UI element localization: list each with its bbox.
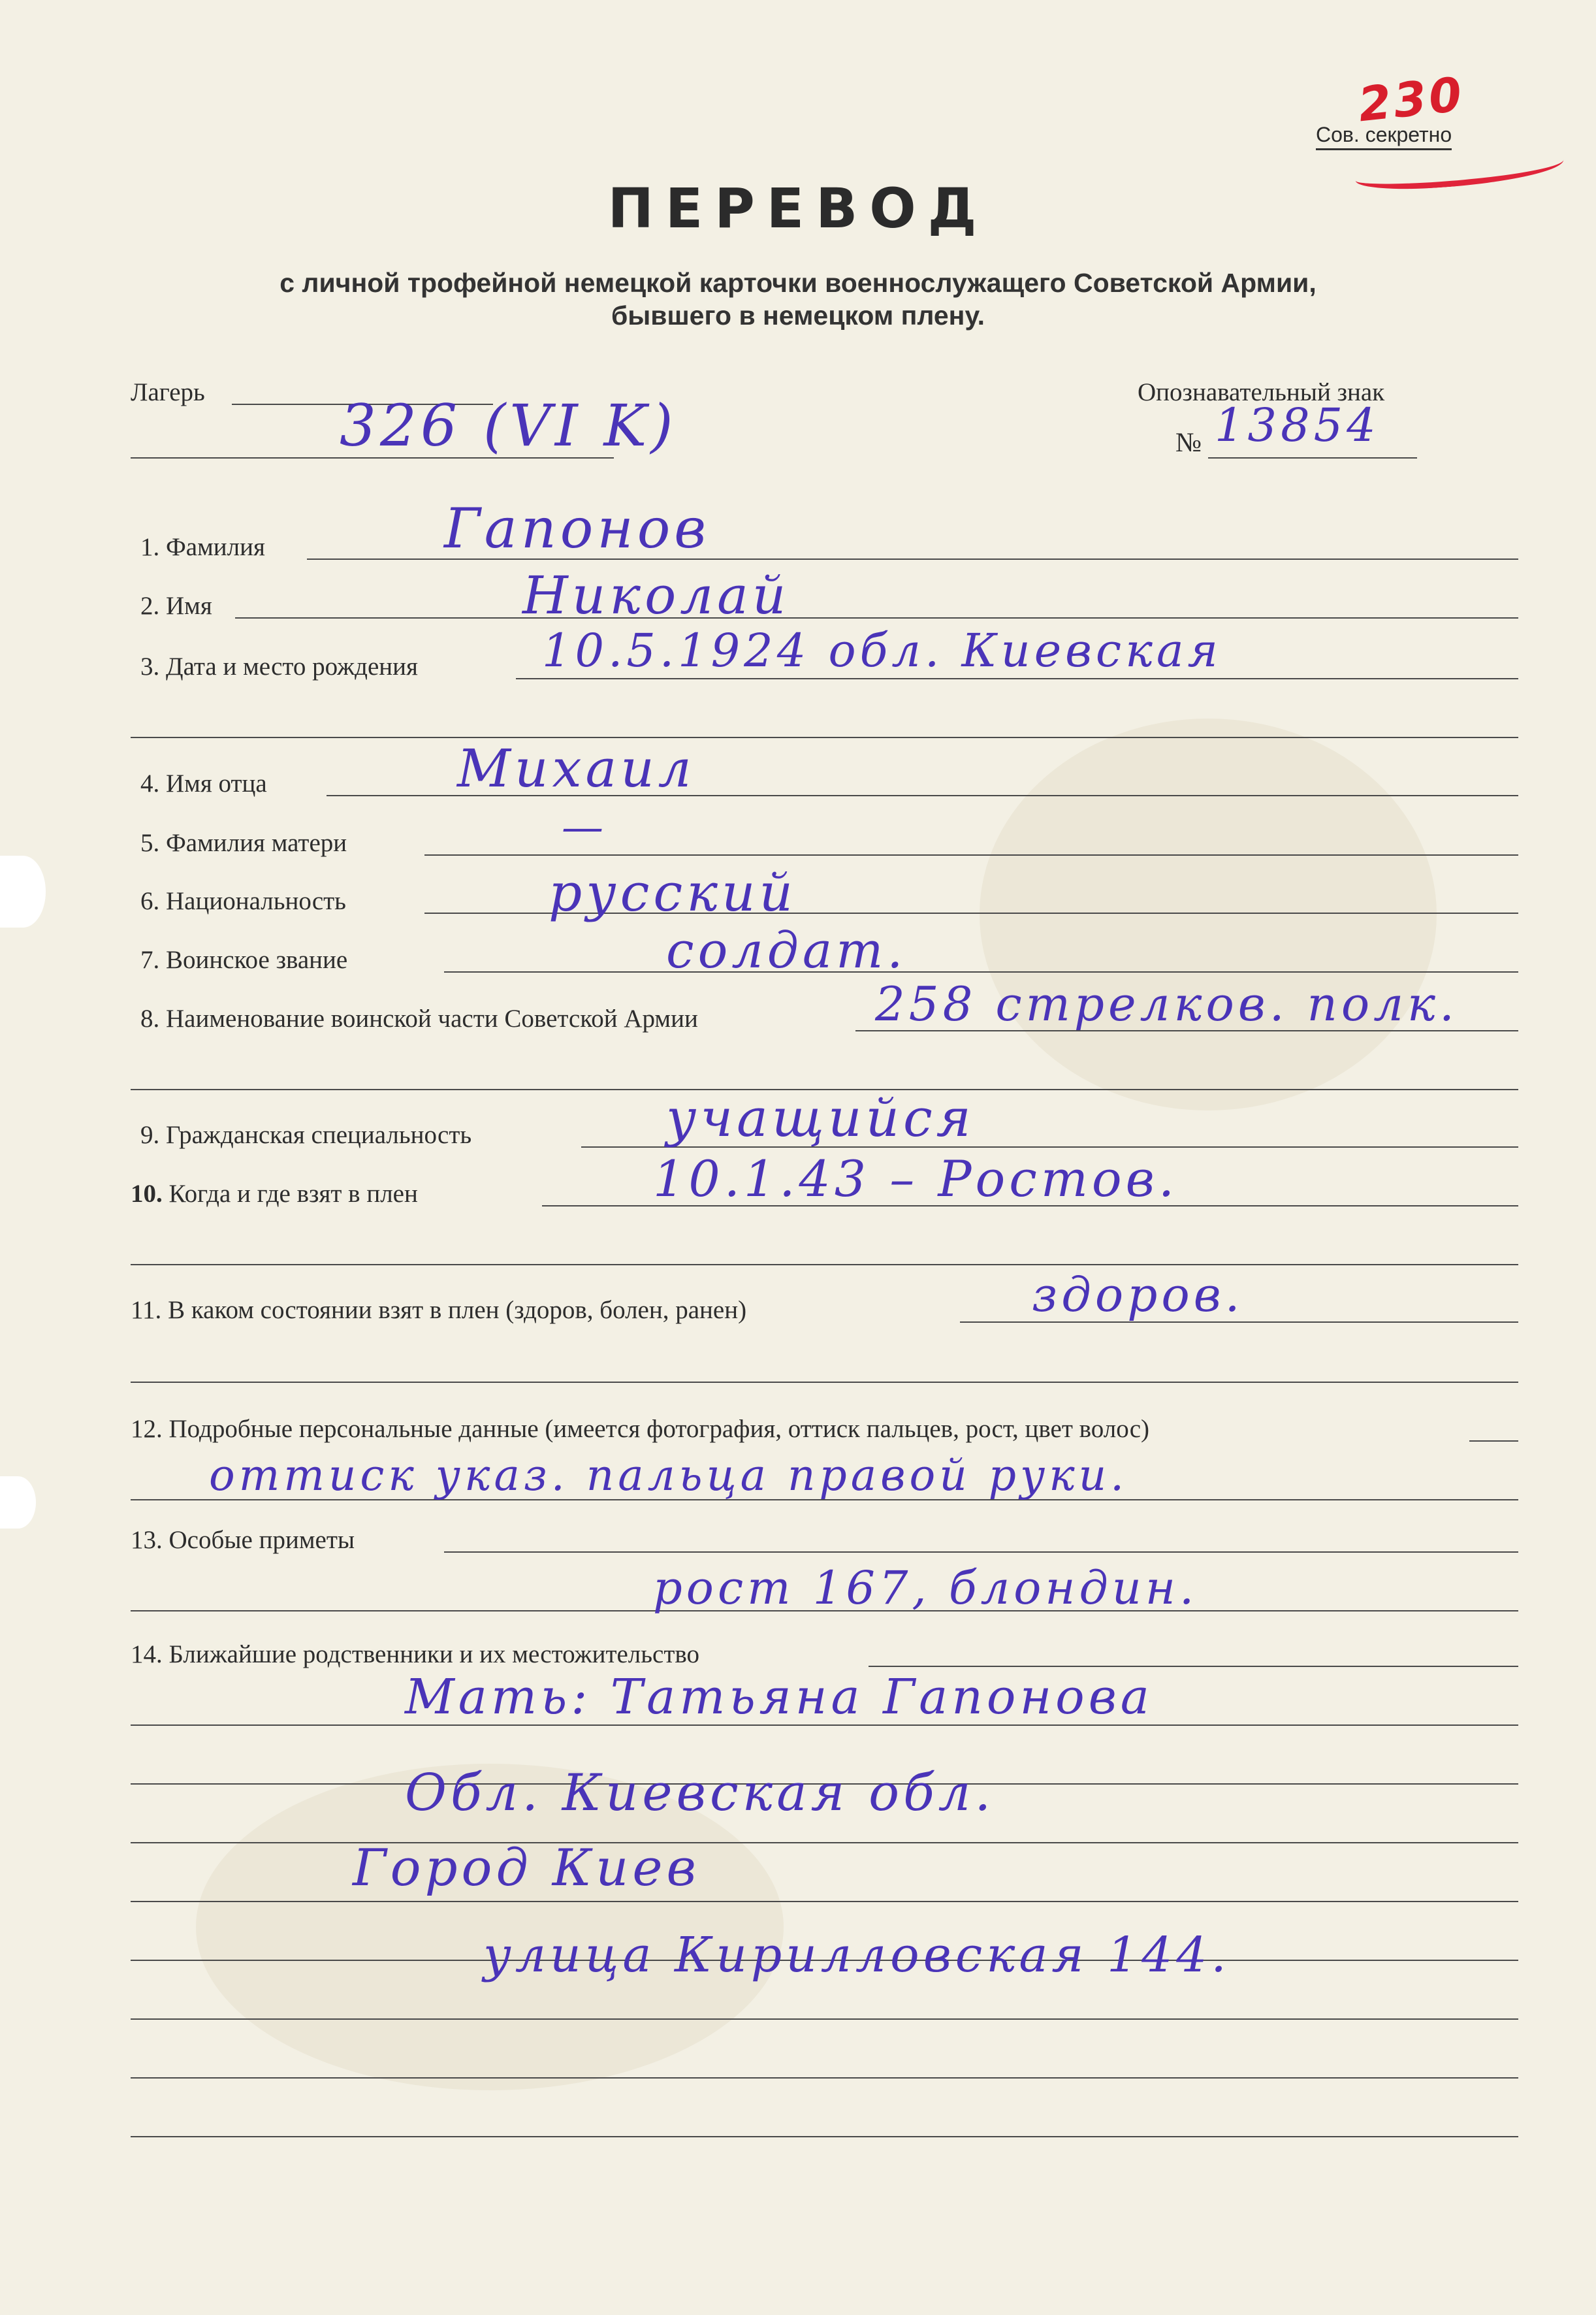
- field-12-value: оттиск указ. пальца правой руки.: [209, 1450, 1128, 1500]
- field-9-label: [140, 1120, 471, 1150]
- relatives-rule-6: [131, 2018, 1518, 2020]
- torn-edge: [0, 1476, 36, 1529]
- field-5-label: [140, 828, 347, 858]
- field-label-text: Подробные персональные данные (имеется фотография, оттиск пальцев, рост, цвет волос): [168, 1415, 1149, 1443]
- field-7-value: солдат.: [666, 921, 907, 979]
- field-2-label: [140, 591, 212, 621]
- field-label-text: Воинское звание: [166, 946, 348, 974]
- field-11-label: [131, 1295, 746, 1325]
- field-6-value: русский: [549, 862, 797, 923]
- field-number: 12.: [131, 1415, 163, 1443]
- field-13-value: рост 167, блондин.: [653, 1561, 1198, 1615]
- field-1-value: Гапонов: [444, 496, 710, 560]
- field-14-rule: [869, 1666, 1518, 1667]
- id-rule: [1208, 457, 1417, 459]
- field-number: 2.: [140, 592, 160, 620]
- field-label-text: Ближайшие родственники и их местожительство: [168, 1640, 700, 1668]
- relatives-rule-8: [131, 2136, 1518, 2137]
- field-number: 13.: [131, 1526, 163, 1554]
- field-label-text: Фамилия матери: [166, 829, 347, 857]
- field-3-rule-2: [131, 737, 1518, 738]
- classification-label: Сов. секретно: [1316, 123, 1452, 150]
- field-label-text: Наименование воинской части Советской Армии: [166, 1005, 698, 1033]
- id-label: Опознавательный знак: [1138, 378, 1385, 406]
- field-label-text: Гражданская специальность: [166, 1121, 472, 1149]
- field-3-rule: [516, 678, 1518, 679]
- relatives-line-2: Обл. Киевская обл.: [405, 1764, 995, 1822]
- id-prefix: №: [1175, 428, 1202, 458]
- relatives-line-4: улица Кирилловская 144.: [483, 1927, 1230, 1983]
- field-number: 8.: [140, 1005, 160, 1033]
- field-10-label: [131, 1179, 418, 1208]
- field-12-rule: [1469, 1440, 1518, 1442]
- field-number: 6.: [140, 887, 160, 915]
- field-3-value: 10.5.1924 обл. Киевская: [542, 624, 1222, 677]
- id-value: 13854: [1215, 398, 1380, 452]
- camp-value: 326 (VI K): [340, 392, 677, 459]
- field-8-value: 258 стрелков. полк.: [875, 977, 1458, 1031]
- document-subtitle-line2: бывшего в немецком плену.: [611, 300, 985, 331]
- field-2-value: Николай: [522, 565, 790, 626]
- field-4-value: Михаил: [457, 738, 695, 799]
- torn-edge: [0, 856, 46, 928]
- relatives-rule-3: [131, 1842, 1518, 1843]
- field-number: 7.: [140, 946, 160, 974]
- field-3-label: [140, 652, 418, 681]
- field-4-label: [140, 769, 267, 798]
- field-14-label: [131, 1640, 699, 1669]
- paper-stain: [980, 719, 1437, 1110]
- red-number-stamp: 230: [1356, 66, 1467, 133]
- field-2-rule: [235, 617, 1518, 619]
- field-number: 10.: [131, 1180, 163, 1208]
- relatives-rule-7: [131, 2077, 1518, 2079]
- field-label-text: Имя: [166, 592, 212, 620]
- field-13-rule: [444, 1551, 1518, 1553]
- field-number: 9.: [140, 1121, 160, 1149]
- field-label-text: Имя отца: [166, 769, 267, 798]
- relatives-line-1: Мать: Татьяна Гапонова: [405, 1669, 1153, 1725]
- camp-label: Лагерь: [131, 378, 205, 406]
- field-label-text: Национальность: [166, 887, 346, 915]
- document-title: ПЕРЕВОД: [607, 176, 989, 240]
- field-9-value: учащийся: [666, 1088, 975, 1148]
- field-5-value: —: [562, 803, 607, 852]
- field-label-text: Когда и где взят в плен: [168, 1180, 418, 1208]
- field-11-value: здоров.: [1032, 1267, 1244, 1322]
- field-label-text: В каком состоянии взят в плен (здоров, болен, ранен): [168, 1296, 747, 1324]
- field-7-rule: [444, 971, 1518, 973]
- field-13-label: [131, 1525, 355, 1555]
- field-6-label: [140, 886, 346, 916]
- field-label-text: Особые приметы: [168, 1526, 355, 1554]
- field-10-rule-2: [131, 1264, 1518, 1265]
- field-11-rule-2: [131, 1382, 1518, 1383]
- field-12-label: [131, 1414, 1149, 1444]
- field-number: 4.: [140, 769, 160, 798]
- field-10-value: 10.1.43 – Ростов.: [653, 1150, 1179, 1208]
- field-1-label: [140, 532, 265, 562]
- field-number: 5.: [140, 829, 160, 857]
- field-number: 11.: [131, 1296, 162, 1324]
- field-number: 1.: [140, 533, 160, 561]
- field-5-rule: [424, 854, 1518, 856]
- field-number: 14.: [131, 1640, 163, 1668]
- document-subtitle-line1: с личной трофейной немецкой карточки военнослужащего Советской Армии,: [279, 268, 1317, 298]
- relatives-rule-4: [131, 1901, 1518, 1902]
- field-8-label: [140, 1004, 698, 1033]
- field-label-text: Фамилия: [166, 533, 265, 561]
- field-7-label: [140, 945, 347, 975]
- field-label-text: Дата и место рождения: [166, 653, 418, 681]
- relatives-line-3: Город Киев: [353, 1839, 700, 1898]
- field-number: 3.: [140, 653, 160, 681]
